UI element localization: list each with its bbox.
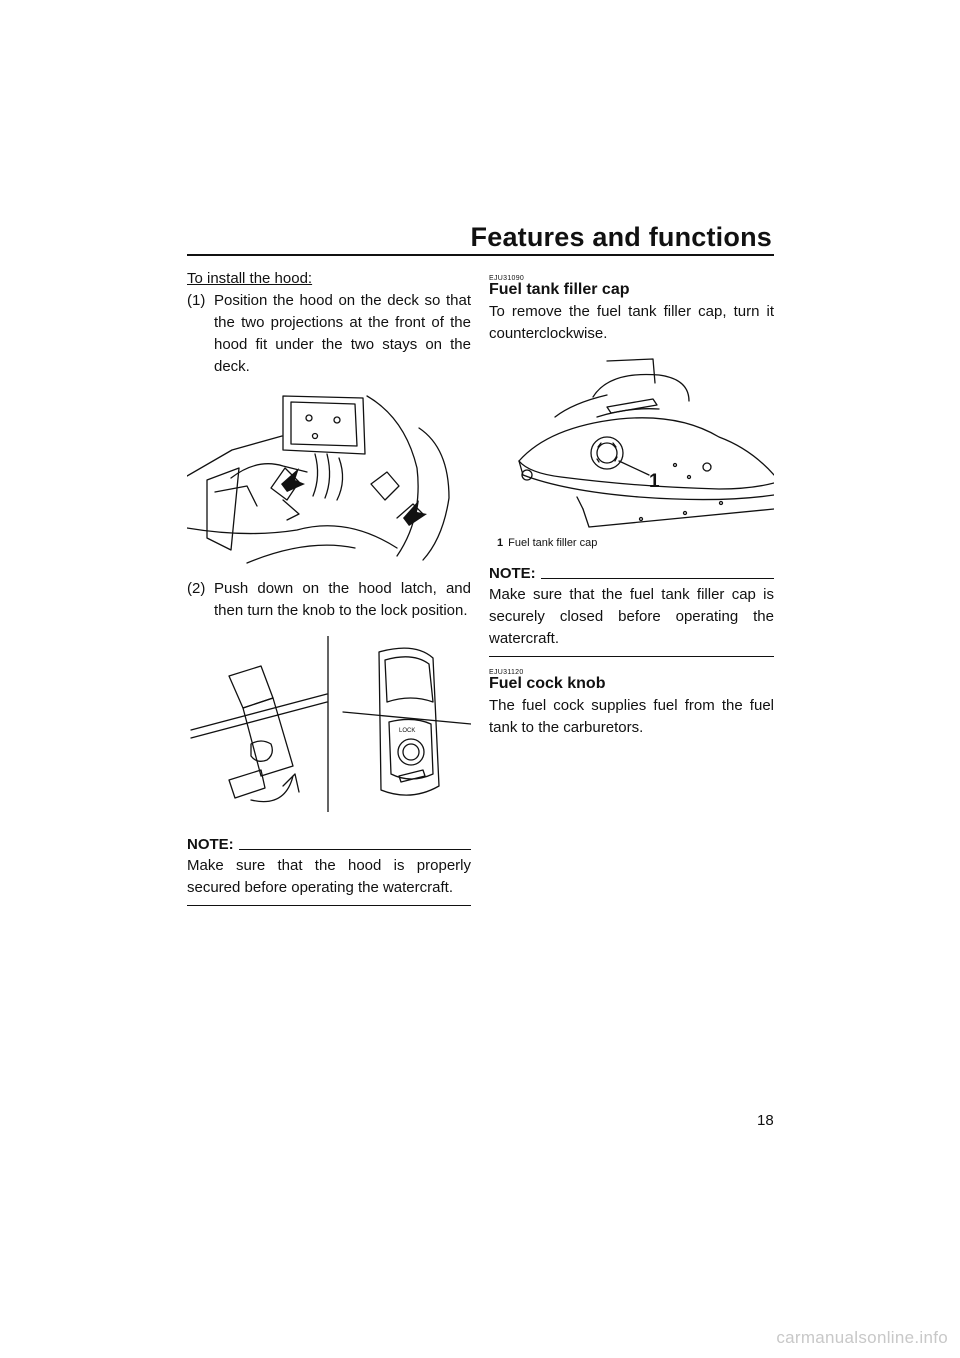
install-heading: To install the hood: xyxy=(187,270,313,287)
step-1 xyxy=(187,290,471,378)
step-1-number: (1) xyxy=(187,292,206,309)
right-column xyxy=(489,268,774,739)
note-rule xyxy=(239,849,471,850)
hood-latch-figure xyxy=(187,636,471,812)
section-code: EJU31090 xyxy=(489,275,525,282)
note-block-fuel-cap xyxy=(489,565,774,657)
note-text: Make sure that the hood is properly secured before operating the watercraft. xyxy=(187,857,471,896)
fuel-cap-callout: 1 xyxy=(649,471,660,492)
section-code: EJU31120 xyxy=(489,669,524,676)
note-block-hood xyxy=(187,836,471,906)
note-end-rule xyxy=(187,905,471,906)
section-title-fuel-cap: Fuel tank filler cap xyxy=(489,281,630,298)
step-1-text: Position the hood on the deck so that the two projections at the front of the hood fit under the two stays on the deck. xyxy=(214,292,471,375)
caption-number: 1 xyxy=(497,537,504,549)
fuel-cap-description: To remove the fuel tank filler cap, turn it counterclockwise. xyxy=(489,303,774,342)
note-label: NOTE: xyxy=(187,836,234,853)
left-column xyxy=(187,268,471,906)
note-label: NOTE: xyxy=(489,565,536,582)
step-2 xyxy=(187,578,471,622)
caption-text: Fuel tank filler cap xyxy=(508,537,598,549)
note-text: Make sure that the fuel tank filler cap is securely closed before operating the watercraft. xyxy=(489,586,774,647)
page-number: 18 xyxy=(757,1112,774,1129)
figure-caption xyxy=(489,537,774,549)
hood-installation-figure xyxy=(187,388,471,568)
step-2-number: (2) xyxy=(187,580,206,597)
note-end-rule xyxy=(489,656,774,657)
page-title: Features and functions xyxy=(470,222,772,252)
header-rule xyxy=(187,254,774,256)
fuel-cock-description: The fuel cock supplies fuel from the fuel tank to the carburetors. xyxy=(489,697,774,736)
fuel-cap-figure xyxy=(489,357,774,533)
svg-text:LOCK: LOCK xyxy=(399,728,416,734)
watermark[interactable]: carmanualsonline.info xyxy=(776,1328,948,1347)
section-title-fuel-cock: Fuel cock knob xyxy=(489,675,606,692)
step-2-text: Push down on the hood latch, and then turn the knob to the lock position. xyxy=(214,580,471,619)
note-rule xyxy=(541,578,774,579)
